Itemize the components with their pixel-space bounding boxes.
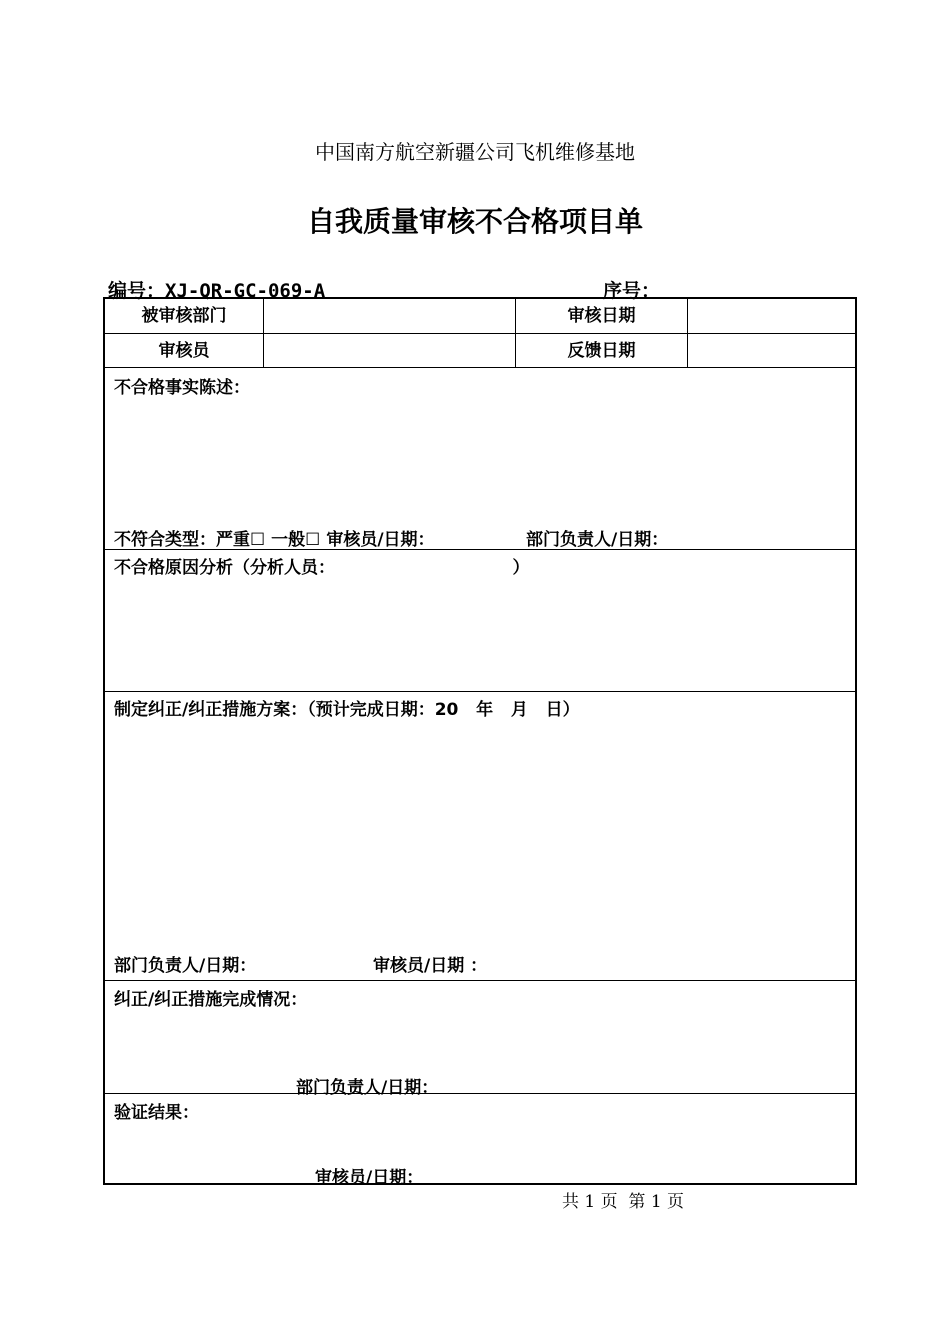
completion-dept-signature: 部门负责人/日期： (296, 1078, 439, 1098)
nonconformity-form (103, 297, 857, 1188)
doc-number-value: XJ-QR-GC-069-A (165, 280, 326, 302)
completion-status-label: 纠正/纠正措施完成情况： (114, 990, 308, 1010)
auditor-field[interactable] (264, 334, 515, 367)
audited-dept-label: 被审核部门 (141, 306, 227, 326)
section-divider (105, 1093, 855, 1094)
page-number: 共 1 页 第 1 页 (562, 1192, 685, 1212)
feedback-date-label: 反馈日期 (567, 341, 636, 361)
section-divider (105, 980, 855, 981)
row-divider (105, 367, 855, 368)
audited-dept-field[interactable] (264, 299, 515, 333)
fact-description-label: 不合格事实陈述： (114, 378, 250, 398)
doc-number-label: 编号： (108, 280, 166, 302)
plan-dept-signature: 部门负责人/日期： (114, 956, 257, 976)
audit-date-field[interactable] (688, 299, 855, 333)
section-divider (105, 549, 855, 550)
organization-name: 中国南方航空新疆公司飞机维修基地 (315, 140, 635, 164)
plan-auditor-signature: 审核员/日期 ： (373, 956, 488, 976)
auditor-label: 审核员 (158, 341, 210, 361)
cause-analysis-label: 不合格原因分析（分析人员： ） (114, 558, 530, 578)
corrective-plan-label: 制定纠正/纠正措施方案：（预计完成日期：20 年 月 日） (114, 700, 580, 720)
verification-auditor-signature: 审核员/日期： (315, 1168, 424, 1188)
feedback-date-field[interactable] (688, 334, 855, 367)
form-title: 自我质量审核不合格项目单 (306, 205, 643, 238)
nonconformity-type-line: 不符合类型：严重☐ 一般☐ 审核员/日期： (114, 530, 435, 550)
verification-result-label: 验证结果： (114, 1103, 199, 1123)
audit-date-label: 审核日期 (567, 306, 636, 326)
type-dept-signature: 部门负责人/日期： (526, 530, 669, 550)
sequence-label: 序号： (603, 280, 661, 302)
section-divider (105, 691, 855, 692)
